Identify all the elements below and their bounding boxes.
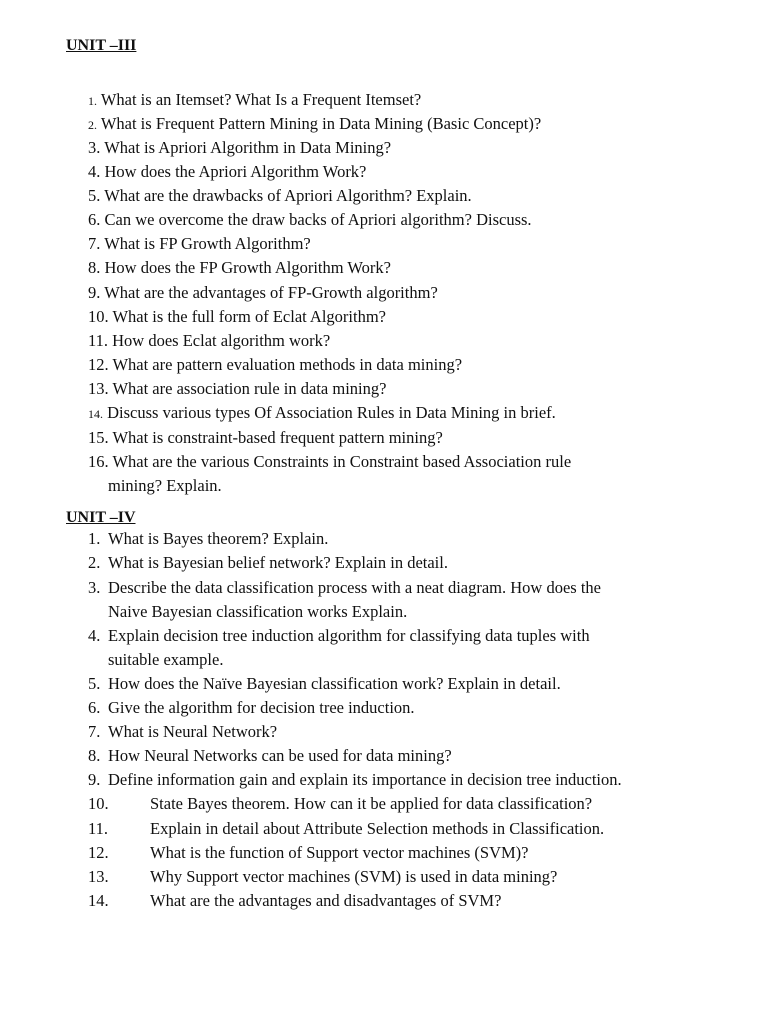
unit4-question-9: 9. Define information gain and explain its importance in decision tree induction. [88, 770, 622, 789]
unit4-question-3: 3. Describe the data classification process with a neat diagram. How does the [88, 578, 601, 597]
unit4-question-13: Why Support vector machines (SVM) is used in data mining? [150, 867, 558, 886]
unit3-question-16: 16. What are the various Constraints in Constraint based Association rule [88, 452, 572, 471]
unit3-question-2: 2. What is Frequent Pattern Mining in Data Mining (Basic Concept)? [88, 114, 542, 133]
unit3-question-15: 15. What is constraint-based frequent pattern mining? [88, 428, 443, 447]
unit3-question-5: 5. What are the drawbacks of Apriori Algorithm? Explain. [88, 186, 472, 205]
unit4-question-8: 8. How Neural Networks can be used for data mining? [88, 746, 452, 765]
unit4-question-7: 7. What is Neural Network? [88, 722, 278, 741]
unit4-question-12-number: 12. [88, 843, 109, 862]
unit3-question-6: 6. Can we overcome the draw backs of Apriori algorithm? Discuss. [88, 210, 532, 229]
unit3-heading: UNIT –III [66, 37, 137, 54]
unit4-question-4-continuation: suitable example. [108, 650, 224, 669]
unit4-question-6: 6. Give the algorithm for decision tree induction. [88, 698, 415, 717]
unit3-question-16-continuation: mining? Explain. [108, 476, 222, 495]
unit3-question-12: 12. What are pattern evaluation methods in data mining? [88, 355, 463, 374]
unit4-question-3-continuation: Naive Bayesian classification works Explain. [108, 602, 408, 621]
unit4-question-5: 5. How does the Naïve Bayesian classification work? Explain in detail. [88, 674, 561, 693]
unit3-question-13: 13. What are association rule in data mining? [88, 379, 387, 398]
unit4-question-14: What are the advantages and disadvantages of SVM? [150, 891, 502, 910]
unit3-question-10: 10. What is the full form of Eclat Algorithm? [88, 307, 387, 326]
unit4-question-11: Explain in detail about Attribute Selection methods in Classification. [150, 819, 605, 838]
unit4-question-12: What is the function of Support vector machines (SVM)? [150, 843, 529, 862]
unit4-question-4: 4. Explain decision tree induction algorithm for classifying data tuples with [88, 626, 590, 645]
unit4-question-14-number: 14. [88, 891, 109, 910]
unit3-question-8: 8. How does the FP Growth Algorithm Work? [88, 258, 391, 277]
unit3-question-11: 11. How does Eclat algorithm work? [88, 331, 331, 350]
unit3-question-4: 4. How does the Apriori Algorithm Work? [88, 162, 367, 181]
unit4-question-10-number: 10. [88, 794, 109, 813]
unit3-question-14: 14. Discuss various types Of Association Rules in Data Mining in brief. [88, 403, 556, 422]
unit4-question-2: 2. What is Bayesian belief network? Explain in detail. [88, 553, 448, 572]
unit4-question-10: State Bayes theorem. How can it be applied for data classification? [150, 794, 593, 813]
unit4-question-13-number: 13. [88, 867, 109, 886]
unit3-question-1: 1. What is an Itemset? What Is a Frequent Itemset? [88, 90, 422, 109]
unit3-question-9: 9. What are the advantages of FP-Growth algorithm? [88, 283, 438, 302]
unit3-question-7: 7. What is FP Growth Algorithm? [88, 234, 311, 253]
unit3-question-3: 3. What is Apriori Algorithm in Data Mining? [88, 138, 392, 157]
unit4-heading: UNIT –IV [66, 509, 136, 526]
unit4-question-1: 1. What is Bayes theorem? Explain. [88, 529, 329, 548]
unit4-question-11-number: 11. [88, 819, 109, 838]
